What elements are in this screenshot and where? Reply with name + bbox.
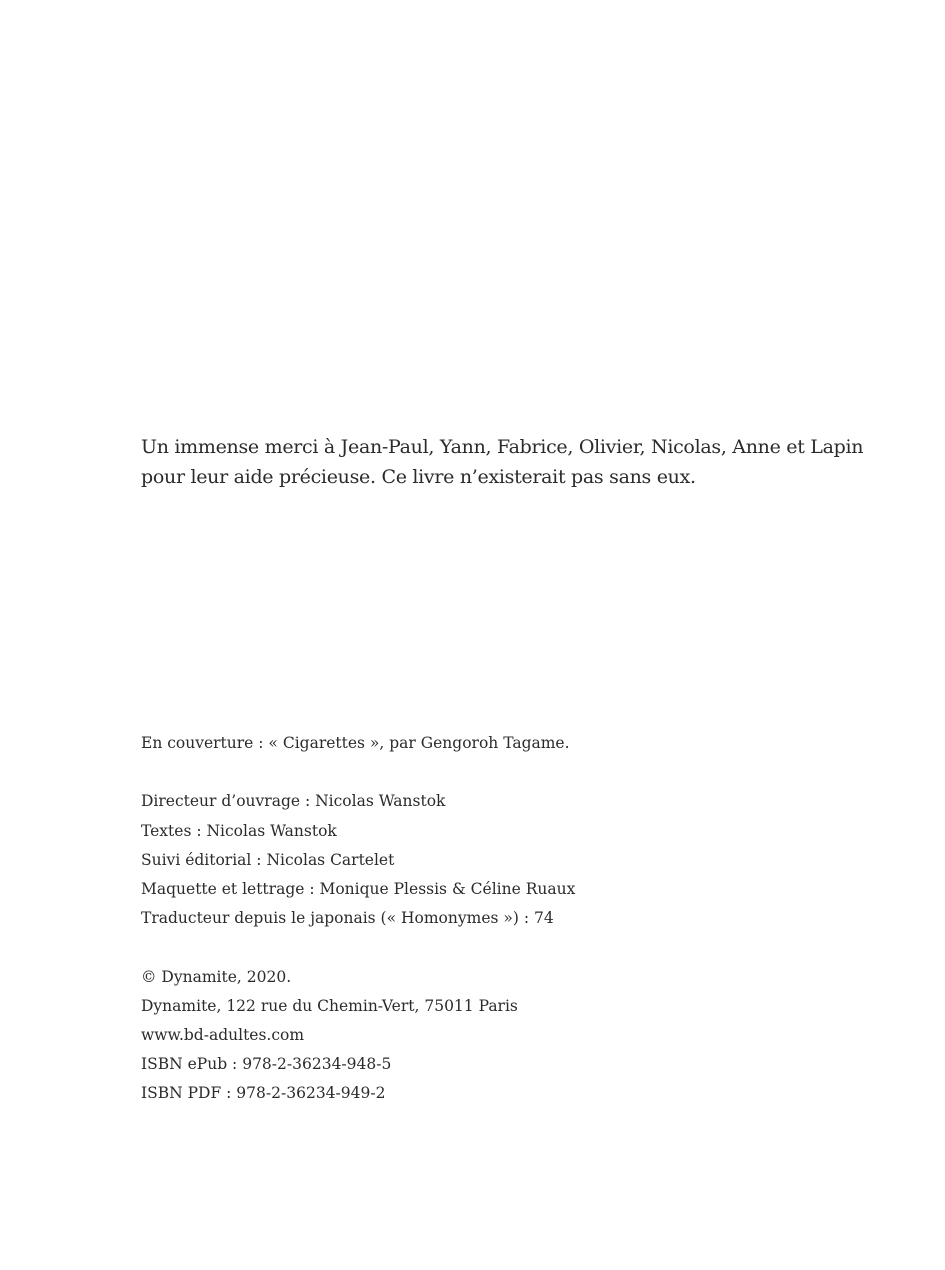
staff-director: Directeur d’ouvrage : Nicolas Wanstok <box>141 792 446 811</box>
staff-texts: Textes : Nicolas Wanstok <box>141 821 337 840</box>
acknowledgement-line-2: pour leur aide précieuse. Ce livre n’existerait pas sans eux. <box>141 466 696 488</box>
spacer <box>141 933 841 962</box>
staff-layout-lettering: Maquette et lettrage : Monique Plessis & Céline Ruaux <box>141 880 576 898</box>
spacer <box>141 758 841 787</box>
acknowledgement-paragraph <box>141 432 864 492</box>
publisher-website: www.bd-adultes.com <box>141 1026 305 1044</box>
publisher-address: Dynamite, 122 rue du Chemin-Vert, 75011 Paris <box>141 996 518 1015</box>
isbn-pdf: ISBN PDF : 978-2-36234-949-2 <box>141 1084 386 1103</box>
staff-editorial: Suivi éditorial : Nicolas Cartelet <box>141 850 395 869</box>
isbn-epub: ISBN ePub : 978-2-36234-948-5 <box>141 1055 392 1074</box>
credits-block <box>141 729 841 1109</box>
copyright-notice: © Dynamite, 2020. <box>141 967 292 986</box>
staff-translator: Traducteur depuis le japonais (« Homonymes ») : 74 <box>141 909 554 928</box>
cover-credit: En couverture : « Cigarettes », par Gengoroh Tagame. <box>141 734 570 752</box>
acknowledgement-line-1: Un immense merci à Jean-Paul, Yann, Fabrice, Olivier, Nicolas, Anne et Lapin <box>141 436 864 458</box>
